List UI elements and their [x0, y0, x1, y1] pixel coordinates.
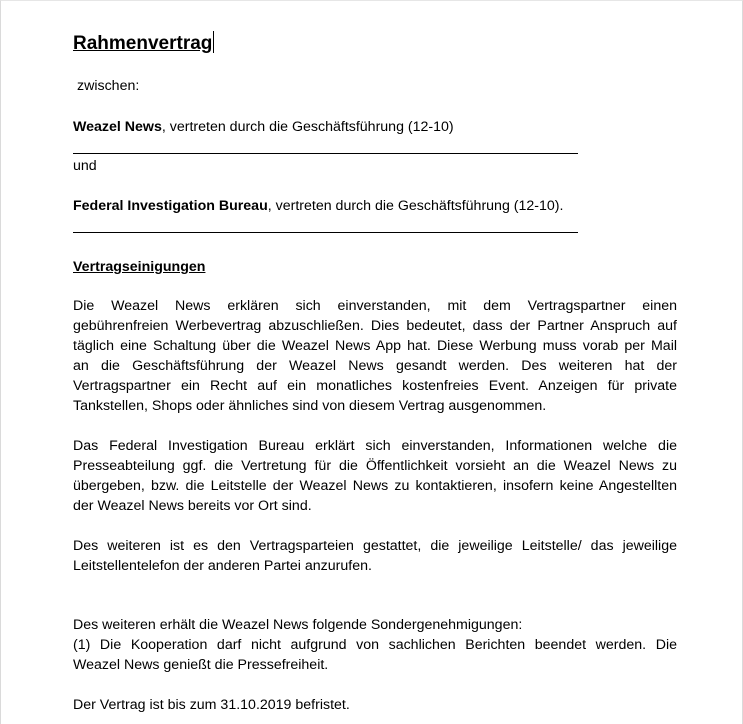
text-cursor [213, 31, 214, 53]
paragraph-information [73, 436, 677, 516]
party-1-representation: , vertreten durch die Geschäftsführung (12-10) [161, 119, 454, 135]
party-2-line [73, 196, 563, 216]
paragraph-line: der Weazel News bereits vor Ort sind. [73, 498, 312, 514]
paragraph-line: (1) Die Kooperation darf nicht aufgrund von sachlichen Berichten beendet werden. Die [73, 637, 677, 653]
party-1-rule [73, 153, 578, 154]
paragraph-line: übergeben, bzw. die Leitstelle der Weazel News zu kontaktieren, insofern keine Angestellten [73, 478, 677, 494]
paragraph-line: täglich eine Schaltung über die Weazel News App hat. Diese Werbung muss vorab per Mail [73, 338, 677, 354]
paragraph-special-permissions [73, 635, 677, 675]
paragraph-line: an die Geschäftsführung der Weazel News gesandt werden. Des weiteren hat der [73, 358, 677, 374]
special-permissions-intro: Des weiteren erhält die Weazel News folgende Sondergenehmigungen: [73, 617, 523, 633]
paragraph-line: Die Weazel News erklären sich einverstanden, mit dem Vertragspartner einen [73, 298, 677, 314]
paragraph-line: gebührenfreien Werbevertrag abzuschließen. Dies bedeutet, dass der Partner Anspruch auf [73, 318, 677, 334]
party-2-name: Federal Investigation Bureau [73, 198, 268, 214]
paragraph-line: Das Federal Investigation Bureau erklärt sich einverstanden, Informationen welche die [73, 438, 677, 454]
paragraph-line: Presseabteilung ggf. die Vertretung für die Öffentlichkeit vorsieht an die Weazel News zu [73, 458, 677, 474]
and-label: und [73, 158, 97, 174]
section-heading: Vertragseinigungen [73, 259, 206, 275]
paragraph-line: Tankstellen, Shops oder ähnliches sind von diesem Vertrag ausgenommen. [73, 398, 547, 414]
party-2-rule [73, 232, 578, 233]
paragraph-line: Vertragspartner ein Recht auf ein monatliches kostenfreies Event. Anzeigen für private [73, 378, 677, 394]
party-1-line [73, 117, 454, 137]
paragraph-line: Des weiteren ist es den Vertragsparteien gestattet, die jeweilige Leitstelle/ das jeweilige [73, 538, 677, 554]
contract-term: Der Vertrag ist bis zum 31.10.2019 befristet. [73, 697, 350, 713]
document-title [73, 31, 214, 56]
paragraph-line: Leitstellentelefon der anderen Partei anzurufen. [73, 558, 372, 574]
party-2-representation: , vertreten durch die Geschäftsführung (12-10). [267, 198, 564, 214]
party-1-name: Weazel News [73, 119, 162, 135]
paragraph-advertising [73, 296, 677, 416]
between-label: zwischen: [77, 78, 140, 94]
title-text: Rahmenvertrag [73, 33, 213, 54]
paragraph-dispatch [73, 536, 677, 576]
paragraph-line: Weazel News genießt die Pressefreiheit. [73, 657, 329, 673]
